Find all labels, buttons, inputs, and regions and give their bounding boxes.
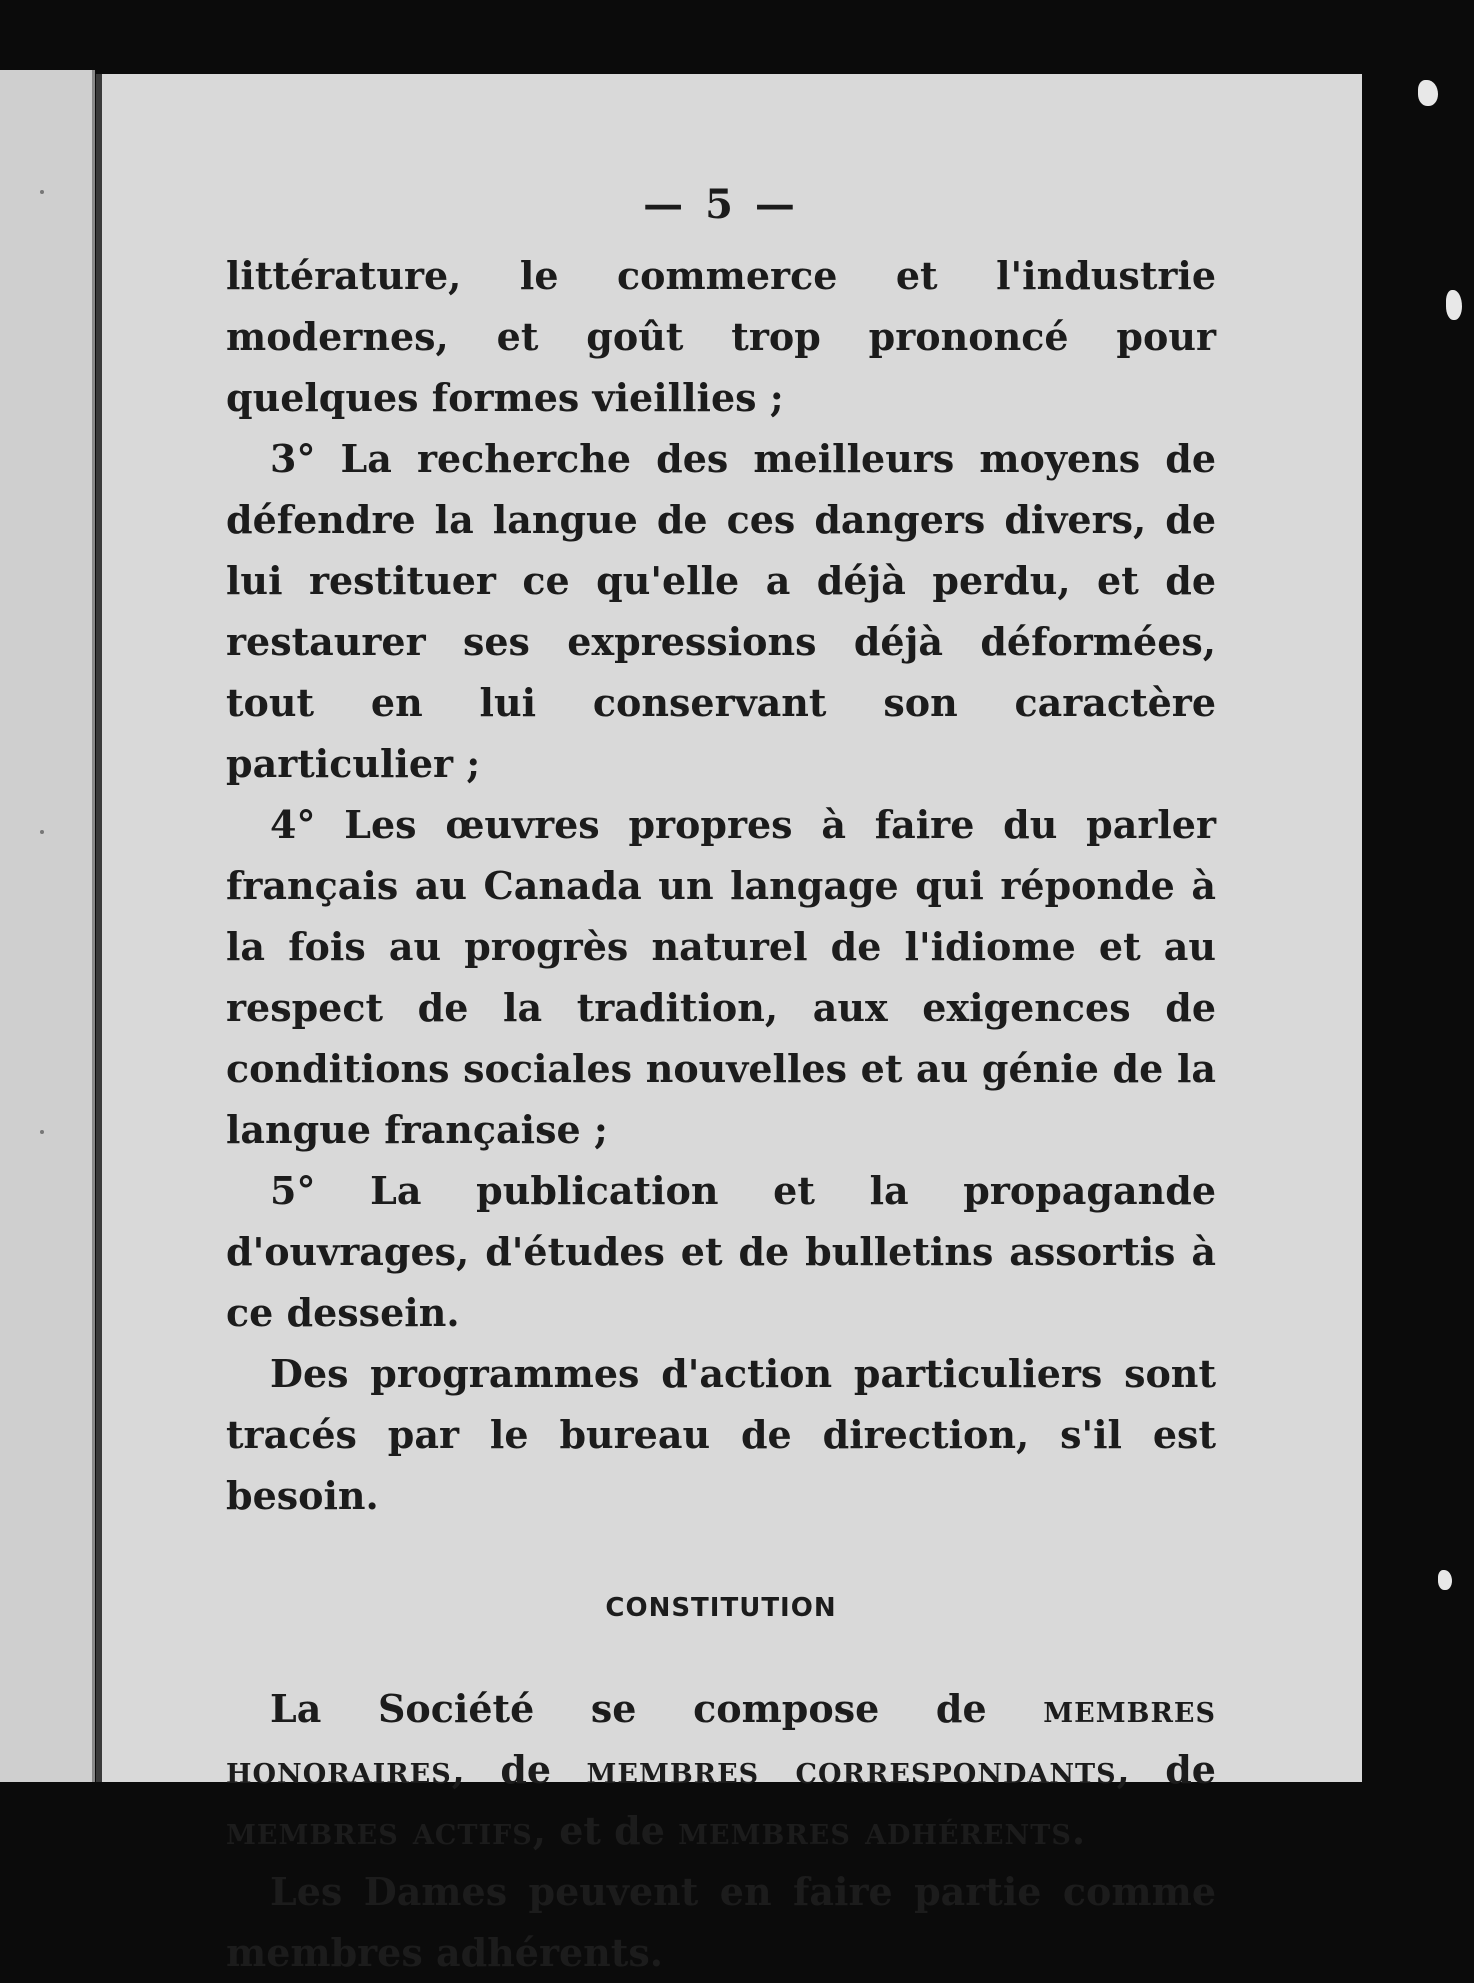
speck bbox=[40, 830, 44, 834]
scan-artifact bbox=[1446, 290, 1462, 320]
document-page bbox=[96, 74, 1362, 1975]
paragraph-item-5: 5° La publication et la propagande d'ouvrages, d'études et de bulletins assortis à ce dessein. bbox=[226, 1168, 1216, 1335]
text-run: . bbox=[1071, 1808, 1086, 1853]
speck bbox=[40, 190, 44, 194]
section-heading: CONSTITUTION bbox=[605, 1593, 837, 1623]
paragraph-item-4: 4° Les œuvres propres à faire du parler français au Canada un langage qui réponde à la fois au progrès naturel de l'idiome et au respect de la tradition, aux exigences de conditions sociales nouvelles et au génie de la langue française ; bbox=[226, 802, 1216, 1152]
paragraph-item-3: 3° La recherche des meilleurs moyens de défendre la langue de ces dangers divers, de lui restituer ce qu'elle a déjà perdu, et de restaurer ses expressions déjà déformées, tout en lui conservant son caractère particulier ; bbox=[226, 436, 1216, 786]
text-run: , de bbox=[451, 1747, 587, 1792]
scan-artifact bbox=[1438, 1570, 1452, 1590]
speck bbox=[40, 1130, 44, 1134]
member-type-correspondants: membres correspondants bbox=[586, 1747, 1117, 1792]
text-run: , de bbox=[1116, 1747, 1216, 1792]
member-type-actifs: membres actifs bbox=[226, 1808, 533, 1853]
previous-page-edge bbox=[0, 70, 95, 1782]
member-type-honoraires: membres honoraires bbox=[226, 1686, 1216, 1792]
constitution-paragraph-members bbox=[226, 1678, 1216, 1861]
member-type-adherents: membres adhérents bbox=[678, 1808, 1072, 1853]
scan-artifact bbox=[1418, 80, 1438, 106]
constitution-paragraph-dames: Les Dames peuvent en faire partie comme membres adhérents. bbox=[226, 1869, 1216, 1975]
paragraph-programmes: Des programmes d'action particuliers sont tracés par le bureau de direction, s'il est besoin. bbox=[226, 1351, 1216, 1518]
text-run: La Société se compose de bbox=[270, 1686, 1044, 1731]
paragraph-continuation: littérature, le commerce et l'industrie modernes, et goût trop prononcé pour quelques formes vieillies ; bbox=[226, 253, 1216, 420]
page-number: — 5 — bbox=[643, 181, 799, 228]
page-content bbox=[226, 174, 1216, 1983]
text-run: , et de bbox=[532, 1808, 679, 1853]
